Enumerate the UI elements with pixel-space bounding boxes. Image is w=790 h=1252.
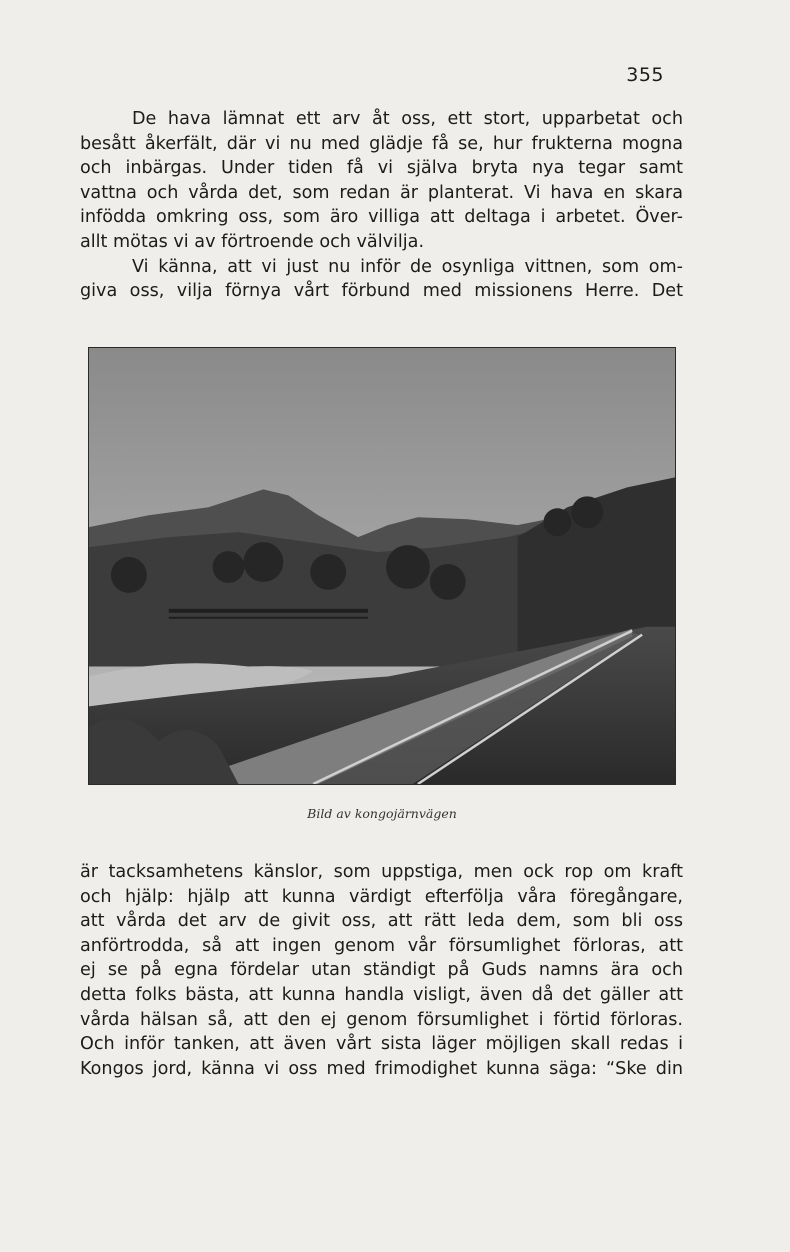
paragraph-top — [80, 107, 683, 304]
text-line: att vårda det arv de givit oss, att rätt leda dem, som bli oss — [80, 911, 683, 932]
paragraph-bottom — [80, 860, 683, 1081]
text-line: allt mötas vi av förtroende och välvilja. — [80, 231, 425, 252]
text-line: infödda omkring oss, som äro villiga att deltaga i arbetet. Över- — [80, 207, 683, 228]
text-line: besått åkerfält, där vi nu med glädje få se, hur frukterna mogna — [80, 133, 683, 154]
text-line: detta folks bästa, att kunna handla visligt, även då det gäller att — [80, 984, 683, 1005]
page-number: 355 — [626, 64, 664, 86]
figure-caption: Bild av kongojärnvägen — [307, 806, 457, 821]
text-line: Kongos jord, känna vi oss med frimodighet kunna säga: “Ske din — [80, 1058, 683, 1079]
text-line: ej se på egna fördelar utan ständigt på Guds namns ära och — [80, 960, 683, 981]
text-line: Vi känna, att vi just nu inför de osynliga vittnen, som om- — [132, 256, 683, 277]
text-line: anförtrodda, så att ingen genom vår försumlighet förloras, att — [80, 935, 683, 956]
railway-photograph — [88, 347, 676, 785]
text-line: vattna och vårda det, som redan är planterat. Vi hava en skara — [80, 182, 683, 203]
text-line: De hava lämnat ett arv åt oss, ett stort, upparbetat och — [132, 109, 683, 129]
text-line: giva oss, vilja förnya vårt förbund med missionens Herre. Det — [80, 281, 683, 302]
text-line: är tacksamhetens känslor, som uppstiga, men ock rop om kraft — [80, 862, 683, 882]
text-line: Och inför tanken, att även vårt sista läger möjligen skall redas i — [80, 1034, 683, 1055]
text-line: vårda hälsan så, att den ej genom försumlighet i förtid förloras. — [80, 1009, 683, 1030]
text-line: och inbärgas. Under tiden få vi själva bryta nya tegar samt — [80, 158, 683, 179]
railway-landscape-image — [89, 348, 675, 784]
text-line: och hjälp: hjälp att kunna värdigt efterfölja våra föregångare, — [80, 886, 683, 907]
